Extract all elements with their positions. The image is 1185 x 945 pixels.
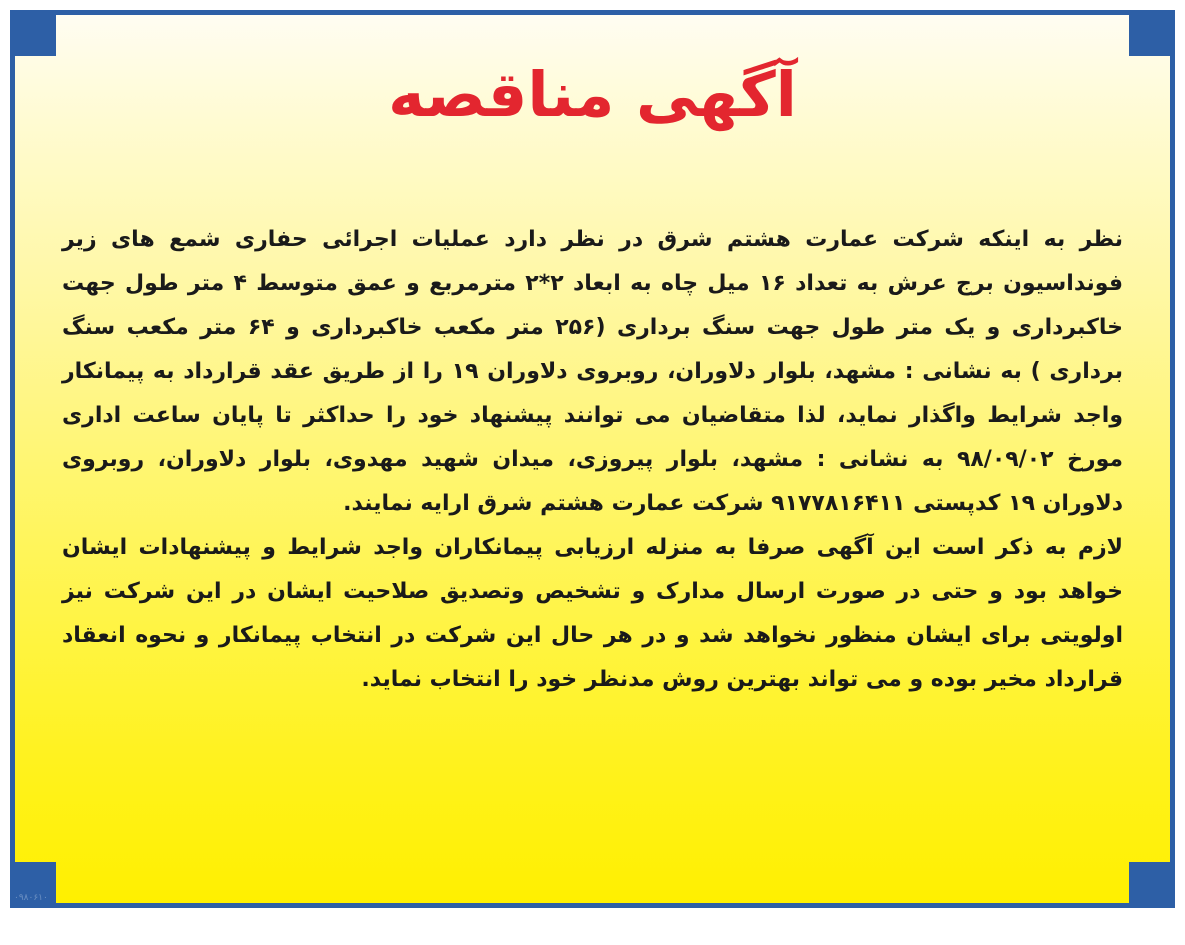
corner-block-bottom-right <box>1129 862 1175 908</box>
ad-title: آگهی مناقصه <box>388 58 797 131</box>
ad-paragraph-2: لازم به ذکر است این آگهی صرفا به منزله ارزیابی پیمانکاران واجد شرایط و پیشنهادات ایشان خواهد بود و حتی در صورت ارسال مدارک و تشخیص وتصدیق صلاحیت ایشان در این شرکت نیز اولویتی برای ایشان منظور نخواهد شد و در هر حال این شرکت در انتخاب پیمانکار و نحوه انعقاد قرارداد مخیر بوده و می تواند بهترین روش مدنظر خود را انتخاب نماید. <box>62 535 1123 692</box>
ad-paragraph-1: نظر به اینکه شرکت عمارت هشتم شرق در نظر دارد عملیات اجرائی حفاری شمع های زیر فونداسیون برج عرش به تعداد ۱۶ میل چاه به ابعاد ۲*۲ مترمربع و عمق متوسط ۴ متر طول جهت خاکبرداری و یک متر طول جهت سنگ برداری (۲۵۶ متر مکعب خاکبرداری و ۶۴ متر مکعب سنگ برداری ) به نشانی : مشهد، بلوار دلاوران، روبروی دلاوران ۱۹ را از طریق عقد قرارداد به پیمانکار واجد شرایط واگذار نماید، لذا متقاضیان می توانند پیشنهاد خود را حداکثر تا پایان ساعت اداری مورخ ۹۸/۰۹/۰۲ به نشانی : مشهد، بلوار پیروزی، میدان شهید مهدوی، بلوار دلاوران، روبروی دلاوران ۱۹ کدپستی ۹۱۷۷۸۱۶۴۱۱ شرکت عمارت هشتم شرق ارایه نمایند. <box>62 227 1124 516</box>
footer-code: ۰۹۸۰۶۱۰ <box>14 893 48 903</box>
corner-block-top-left <box>10 10 56 56</box>
ad-body <box>62 218 1123 702</box>
corner-block-top-right <box>1129 10 1175 56</box>
